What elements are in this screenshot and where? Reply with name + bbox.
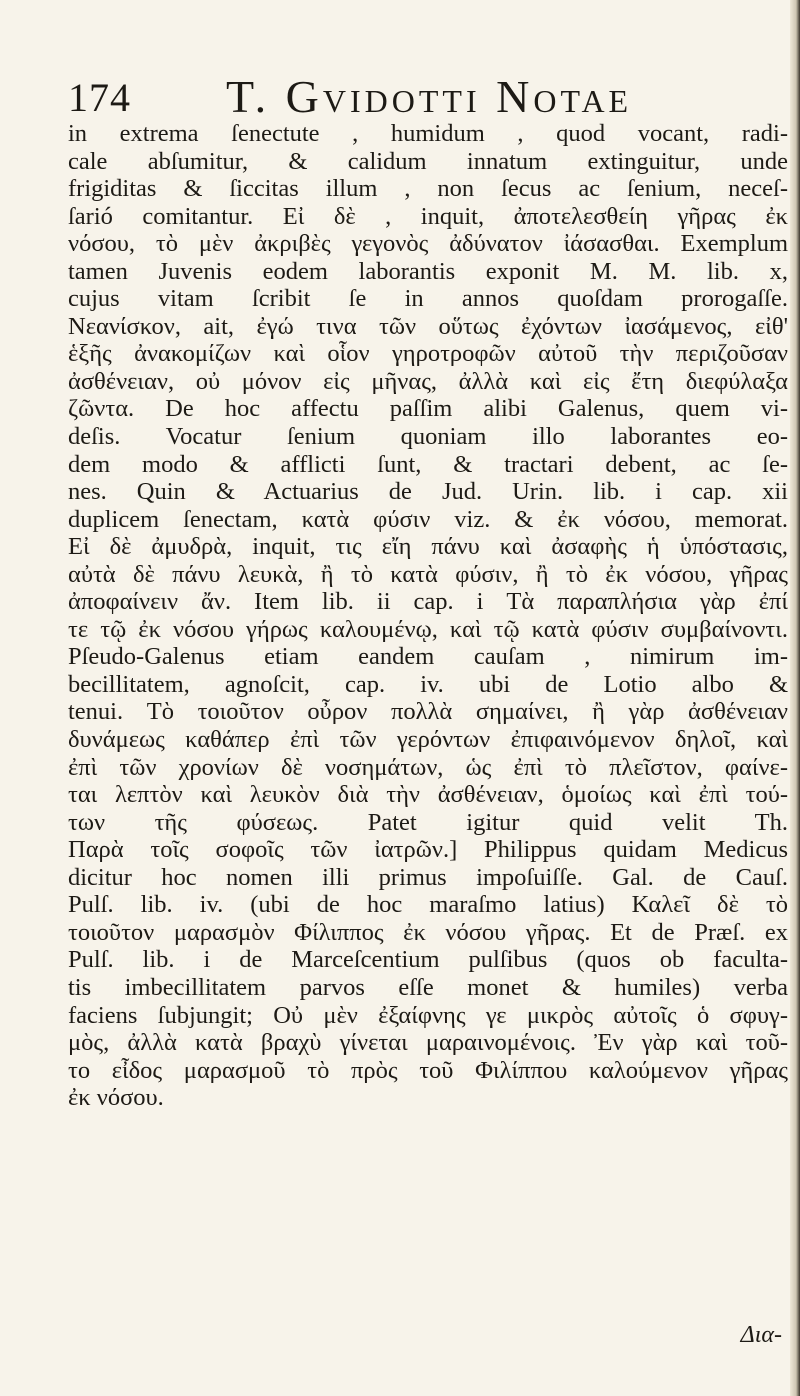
text-line: ἀσθένειαν, οὐ μόνον εἰς μῆνας, ἀλλὰ καὶ εἰς ἔτη διεφύλαξα	[68, 367, 788, 395]
text-line: cujus vitam ſcribit ſe in annos quoſdam prorogaſſe.	[68, 285, 788, 313]
text-line: Παρὰ τοῖς σοφοῖς τῶν ἰατρῶν.] Philippus quidam Medicus	[68, 836, 788, 864]
text-line: faciens ſubjungit; Οὐ μὲν ἐξαίφνης γε μικρὸς αὐτοῖς ὁ σφυγ-	[68, 1001, 788, 1029]
text-line: το εἶδος μαρασμοῦ τὸ πρὸς τοῦ Φιλίππου καλούμενον γῆρας	[68, 1056, 788, 1084]
text-line: νόσου, τὸ μὲν ἀκριβὲς γεγονὸς ἀδύνατον ἰάσασθαι. Exemplum	[68, 230, 788, 258]
text-line: μὸς, ἀλλὰ κατὰ βραχὺ γίνεται μαραινομένοις. Ἐν γὰρ καὶ τοῦ-	[68, 1029, 788, 1057]
text-line: nes. Quin & Actuarius de Jud. Urin. lib. i cap. xii	[68, 478, 788, 506]
text-line: ἀποφαίνειν ἄν. Item lib. ii cap. i Τὰ παραπλήσια γὰρ ἐπί	[68, 588, 788, 616]
page-edge-shadow	[790, 0, 800, 1396]
text-line: tamen Juvenis eodem laborantis exponit M. M. lib. x,	[68, 257, 788, 285]
text-line: ζῶντα. De hoc affectu paſſim alibi Galenus, quem vi-	[68, 395, 788, 423]
text-line: αὐτὰ δὲ πάνυ λευκὰ, ἢ τὸ κατὰ φύσιν, ἢ τὸ ἐκ νόσου, γῆρας	[68, 560, 788, 588]
text-line: Νεανίσκον, ait, ἐγώ τινα τῶν οὕτως ἐχόντων ἰασάμενος, εἰθ'	[68, 312, 788, 340]
text-line: ἐπὶ τῶν χρονίων δὲ νοσημάτων, ὡς ἐπὶ τὸ πλεῖστον, φαίνε-	[68, 753, 788, 781]
text-line: Pulſ. lib. i de Marceſcentium pulſibus (quos ob faculta-	[68, 946, 788, 974]
text-line: Pſeudo-Galenus etiam eandem cauſam , nimirum im-	[68, 643, 788, 671]
text-line: των τῆς φύσεως. Patet igitur quid velit Th.	[68, 808, 788, 836]
text-line: τε τῷ ἐκ νόσου γήρως καλουμένῳ, καὶ τῷ κατὰ φύσιν συμβαίνοντι.	[68, 615, 788, 643]
running-head: T. Gvidotti Notae	[226, 71, 633, 122]
text-line: ſarió comitantur. Εἰ δὲ , inquit, ἀποτελεσθείη γῆρας ἐκ	[68, 202, 788, 230]
text-line: cale abſumitur, & calidum innatum extinguitur, unde	[68, 147, 788, 175]
text-line: ἑξῆς ἀνακομίζων καὶ οἷον γηροτροφῶν αὐτοῦ τὴν περιζοῦσαν	[68, 340, 788, 368]
text-line: in extrema ſenectute , humidum , quod vocant, radi-	[68, 120, 788, 147]
page-header	[68, 70, 783, 126]
text-line: Εἰ δὲ ἀμυδρὰ, inquit, τις εἴη πάνυ καὶ ἀσαφὴς ἡ ὑπόστασις,	[68, 533, 788, 561]
text-line: τοιοῦτον μαρασμὸν Φίλιππος ἐκ νόσου γῆρας. Et de Præſ. ex	[68, 918, 788, 946]
text-line: ται λεπτὸν καὶ λευκὸν διὰ τὴν ἀσθένειαν, ὁμοίως καὶ ἐπὶ τού-	[68, 781, 788, 809]
text-line: tis imbecillitatem parvos eſſe monet & humiles) verba	[68, 973, 788, 1001]
catchword: Δια-	[740, 1322, 782, 1348]
text-line: δυνάμεως καθάπερ ἐπὶ τῶν γερόντων ἐπιφαινόμενον δηλοῖ, καὶ	[68, 726, 788, 754]
text-line: Pulſ. lib. iv. (ubi de hoc maraſmo latius) Καλεῖ δὲ τὸ	[68, 891, 788, 919]
text-line: dicitur hoc nomen illi primus impoſuiſſe. Gal. de Cauſ.	[68, 863, 788, 891]
text-line: frigiditas & ſiccitas illum , non ſecus ac ſenium, neceſ-	[68, 175, 788, 203]
text-line: tenui. Τὸ τοιοῦτον οὖρον πολλὰ σημαίνει, ἢ γὰρ ἀσθένειαν	[68, 698, 788, 726]
text-line: duplicem ſenectam, κατὰ φύσιν viz. & ἐκ νόσου, memorat.	[68, 505, 788, 533]
text-line: deſis. Vocatur ſenium quoniam illo laborantes eo-	[68, 423, 788, 451]
body-text	[68, 120, 788, 1112]
text-line: dem modo & afflicti ſunt, & tractari debent, ac ſe-	[68, 450, 788, 478]
text-line: becillitatem, agnoſcit, cap. iv. ubi de Lotio albo &	[68, 670, 788, 698]
page-number: 174	[68, 75, 131, 120]
text-line: ἐκ νόσου.	[68, 1084, 164, 1112]
